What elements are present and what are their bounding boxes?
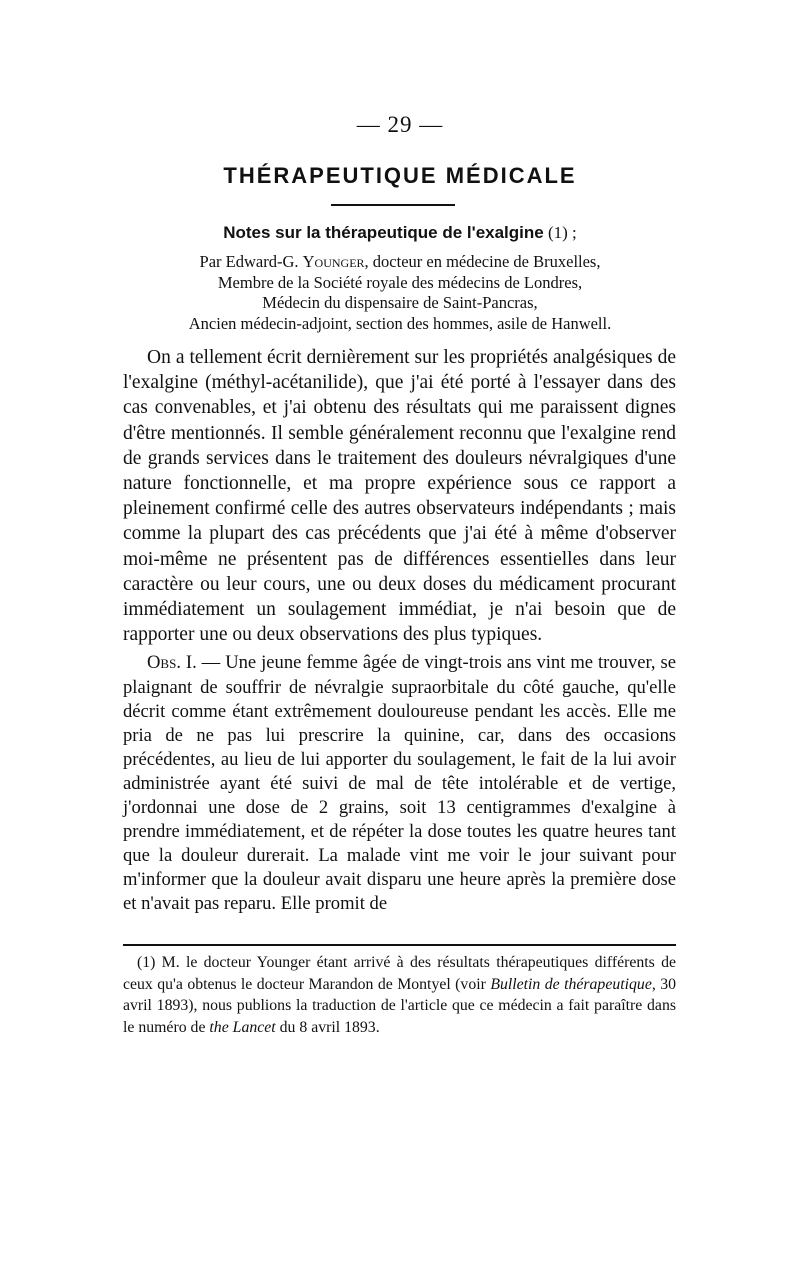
article-title-text: Notes sur la thérapeutique de l'exalgine <box>223 223 544 242</box>
byline-prefix: Par Edward-G. <box>199 252 303 271</box>
journal-title: Bulletin de thérapeutique <box>490 975 652 993</box>
affiliation-line: Ancien médecin-adjoint, section des hommes, asile de Hanwell. <box>188 313 612 333</box>
affiliation-line: Médecin du dispensaire de Saint-Pancras, <box>262 293 538 312</box>
footnote-text-part: (1) M. le docteur Younger étant arrivé à des résultats thérapeutiques différents de ceux qu'a obtenus le docteur Marandon de Montyel (voir <box>123 954 676 993</box>
article-title <box>0 223 800 243</box>
footnote-rule <box>123 944 676 946</box>
observation-text: — Une jeune femme âgée de vingt-trois ans vint me trouver, se plaignant de souffrir de névralgie supraorbitale du côté gauche, qu'elle décrit comme étant extrêmement douloureuse pendant les accès. Elle me pria de ne pas lui prescrire la quinine, car, dans des occasions précédentes, au lieu de lui apporter du soulagement, le fait de la lui avoir administrée ayant été suivi de mal de tête intolérable et de vertige, j'ordonnai une dose de 2 grains, soit 13 centigrammes d'exalgine à prendre immédiatement, et de répéter la dose toutes les quatre heures tant que la douleur durerait. La malade vint me voir le jour suivant pour m'informer que la douleur avait disparu une heure après la première dose et n'avait pas reparu. Elle promit de <box>123 652 676 915</box>
title-rule <box>331 204 455 206</box>
footnote-text-part: , 30 avril 1893), nous publions la traduction de l'article que ce médecin a fait paraître dans le numéro de <box>123 975 677 1036</box>
author-line <box>120 252 680 273</box>
author-surname: Younger <box>302 252 365 271</box>
byline <box>120 252 680 334</box>
observation-paragraph <box>123 651 676 916</box>
footnote <box>123 952 676 1038</box>
footnote-text <box>123 952 676 1038</box>
body-paragraph: On a tellement écrit dernièrement sur les propriétés analgésiques de l'exalgine (méthyl-acétanilide), que j'ai été porté à l'essayer dans des cas convenables, et j'ai obtenu des résultats qui me paraissent dignes d'être mentionnés. Il semble généralement reconnu que l'exalgine rend de grands services dans le traitement des douleurs névralgiques d'une nature fonctionnelle, et ma propre expérience sous ce rapport a pleinement confirmé celle des autres observateurs indépendants ; mais comme la plupart des cas précédents que j'ai été à même d'observer moi-même ne présentent pas de différences essentielles dans leur caractère ou leur cours, une ou deux doses du médicament procurant immédiatement un soulagement immédiat, je n'ai besoin que de rapporter une ou deux observations des plus typiques. <box>123 347 676 646</box>
byline-suffix: , docteur en médecine de Bruxelles, <box>364 252 601 271</box>
page-number: — 29 — <box>356 112 444 137</box>
observation-label: Obs. I. <box>147 652 197 674</box>
affiliation-line: Membre de la Société royale des médecins de Londres, <box>217 272 583 292</box>
footnote-reference: (1) ; <box>543 223 577 242</box>
section-title: THÉRAPEUTIQUE MÉDICALE <box>223 163 577 188</box>
lancet-title: the Lancet <box>209 1018 276 1036</box>
footnote-text-part: du 8 avril 1893. <box>275 1018 380 1036</box>
article-body <box>123 345 676 916</box>
